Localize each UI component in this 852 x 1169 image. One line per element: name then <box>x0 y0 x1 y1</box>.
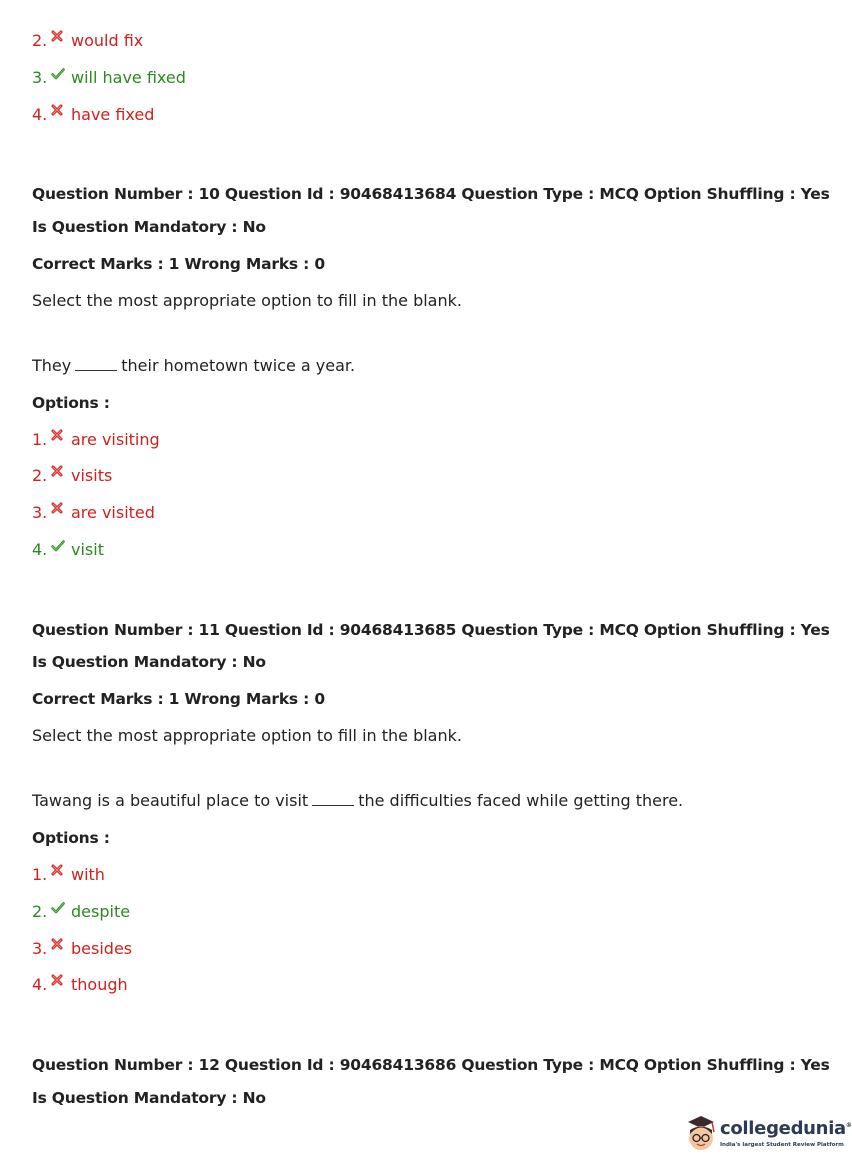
cross-icon <box>51 938 65 952</box>
sentence-after: the difficulties faced while getting there. <box>358 791 684 810</box>
option-text: despite <box>71 902 131 921</box>
option-row <box>32 30 143 52</box>
cross-icon <box>51 429 65 443</box>
option-number: 1. <box>32 430 48 449</box>
option-text: would fix <box>71 31 144 50</box>
cross-icon <box>51 465 65 479</box>
sentence-after: their hometown twice a year. <box>121 356 356 375</box>
logo-name-text: collegedunia <box>720 1118 846 1139</box>
question-11-header: Question Number : 11 Question Id : 90468413685 Question Type : MCQ Option Shuffling : Yes <box>32 621 830 639</box>
check-icon <box>51 539 65 553</box>
question-11-mandatory: Is Question Mandatory : No <box>32 653 266 671</box>
option-number: 3. <box>32 503 48 522</box>
option-number: 1. <box>32 865 48 884</box>
blank-line <box>75 355 117 371</box>
question-10-sentence <box>32 355 355 377</box>
logo-wordmark: collegedunia® <box>720 1118 852 1139</box>
logo-tagline: India's largest Student Review Platform <box>720 1142 844 1148</box>
cross-icon <box>51 30 65 44</box>
option-row <box>32 465 112 487</box>
sentence-before: Tawang is a beautiful place to visit <box>32 791 309 810</box>
collegedunia-logo <box>684 1113 852 1157</box>
option-row <box>32 67 186 89</box>
question-12-mandatory: Is Question Mandatory : No <box>32 1089 266 1107</box>
question-10-instruction: Select the most appropriate option to fill in the blank. <box>32 291 462 310</box>
option-text: visits <box>71 466 113 485</box>
option-number: 3. <box>32 68 48 87</box>
option-text: have fixed <box>71 105 155 124</box>
question-11-options-label: Options : <box>32 829 110 847</box>
option-row <box>32 974 128 996</box>
question-11-marks: Correct Marks : 1 Wrong Marks : 0 <box>32 690 325 708</box>
question-10-marks: Correct Marks : 1 Wrong Marks : 0 <box>32 255 325 273</box>
question-11-instruction: Select the most appropriate option to fill in the blank. <box>32 726 462 745</box>
option-text: though <box>71 975 128 994</box>
option-row <box>32 864 105 886</box>
option-row <box>32 938 132 960</box>
option-number: 2. <box>32 902 48 921</box>
option-row <box>32 539 104 561</box>
option-row <box>32 901 130 923</box>
blank-line <box>312 790 354 806</box>
option-number: 2. <box>32 31 48 50</box>
question-10-header: Question Number : 10 Question Id : 90468413684 Question Type : MCQ Option Shuffling : Yes <box>32 185 830 203</box>
question-10-options-label: Options : <box>32 394 110 412</box>
option-text: with <box>71 865 105 884</box>
option-row <box>32 429 160 451</box>
cross-icon <box>51 974 65 988</box>
option-text: are visiting <box>71 430 160 449</box>
option-text: are visited <box>71 503 155 522</box>
option-row <box>32 502 155 524</box>
option-text: visit <box>71 540 104 559</box>
option-number: 3. <box>32 939 48 958</box>
question-12-header: Question Number : 12 Question Id : 90468413686 Question Type : MCQ Option Shuffling : Yes <box>32 1056 830 1074</box>
cross-icon <box>51 104 65 118</box>
option-number: 4. <box>32 540 48 559</box>
option-text: will have fixed <box>71 68 186 87</box>
check-icon <box>51 901 65 915</box>
question-11-sentence <box>32 790 683 812</box>
check-icon <box>51 67 65 81</box>
cross-icon <box>51 502 65 516</box>
sentence-before: They <box>32 356 72 375</box>
option-number: 4. <box>32 975 48 994</box>
option-number: 2. <box>32 466 48 485</box>
option-row <box>32 104 154 126</box>
option-text: besides <box>71 939 133 958</box>
cross-icon <box>51 864 65 878</box>
option-number: 4. <box>32 105 48 124</box>
mascot-icon <box>684 1113 718 1157</box>
question-10-mandatory: Is Question Mandatory : No <box>32 218 266 236</box>
